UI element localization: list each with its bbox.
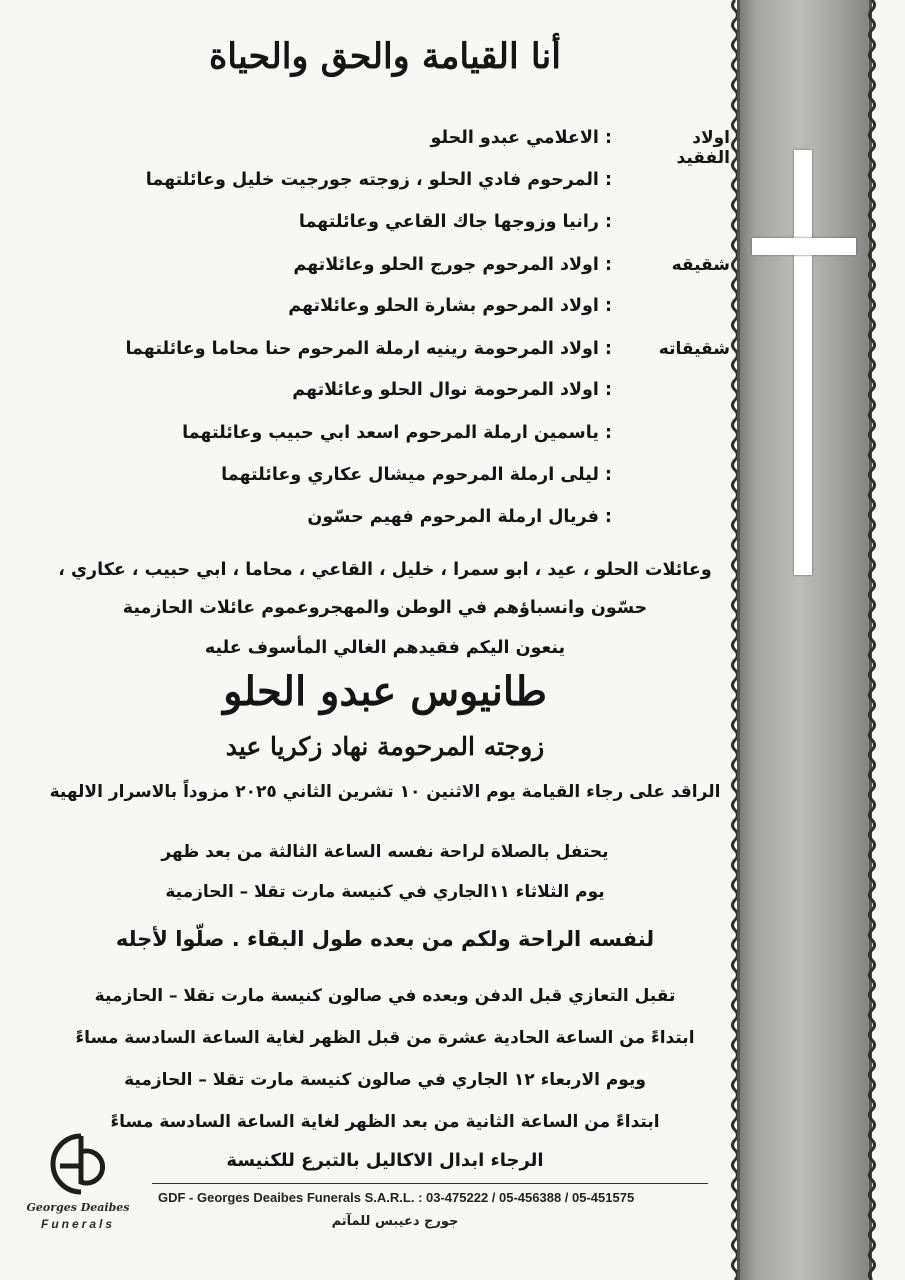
- mourner-row: [40, 296, 730, 330]
- mourner-row: [40, 423, 730, 457]
- mourner-name: : الاعلامي عبدو الحلو: [430, 128, 612, 148]
- announcement-line: ينعون اليكم فقيدهم الغالي المأسوف عليه: [204, 638, 566, 658]
- death-date-line: الراقد على رجاء القيامة يوم الاثنين ١٠ تشرين الثاني ٢٠٢٥ مزوداً بالاسرار الالهية: [49, 782, 721, 802]
- mourner-row: [40, 380, 730, 414]
- mourner-row: [40, 255, 730, 289]
- mourner-relation: شقيقاته: [658, 339, 730, 359]
- mourner-name: : اولاد المرحومة نوال الحلو وعائلاتهم: [292, 380, 612, 400]
- wife-line: زوجته المرحومة نهاد زكريا عيد: [225, 732, 545, 761]
- obituary-text-area: [40, 0, 730, 1280]
- mourner-row: [40, 507, 730, 541]
- gd-logo-icon: [38, 1128, 116, 1200]
- mourner-name: : اولاد المرحومة رينيه ارملة المرحوم حنا محاما وعائلتهما: [125, 339, 612, 359]
- mourner-relation: اولاد الفقيد: [676, 128, 730, 168]
- mourner-row: [40, 170, 730, 204]
- cross-horizontal-bar: [752, 238, 856, 255]
- condolences-line-1: تقبل التعازي قبل الدفن وبعده في صالون كنيسة مارت تقلا – الحازمية: [94, 986, 676, 1006]
- prayer-line-1: يحتفل بالصلاة لراحة نفسه الساعة الثالثة من بعد ظهر: [161, 842, 609, 862]
- cross-icon: [752, 150, 856, 575]
- families-line-2: حسّون وانسباؤهم في الوطن والمهجروعموم عائلات الحازمية: [122, 598, 648, 618]
- mourner-name: : ليلى ارملة المرحوم ميشال عكاري وعائلتهما: [221, 465, 612, 485]
- mourner-name: : ياسمين ارملة المرحوم اسعد ابي حبيب وعائلتهما: [182, 423, 612, 443]
- scripture-heading: أنا القيامة والحق والحياة: [208, 36, 562, 77]
- logo-text-line-1: Georges Deaibes: [26, 1201, 130, 1214]
- families-line-1: وعائلات الحلو ، عيد ، ابو سمرا ، خليل ، القاعي ، محاما ، ابي حبيب ، عكاري ،: [58, 560, 712, 580]
- mourner-row: [40, 212, 730, 246]
- flowers-request-line: الرجاء ابدال الاكاليل بالتبرع للكنيسة: [226, 1150, 544, 1171]
- mourner-row: [40, 465, 730, 499]
- mourner-name: : اولاد المرحوم جورج الحلو وعائلاتهم: [293, 255, 612, 275]
- mourner-row: [40, 128, 730, 168]
- mourner-name: : المرحوم فادي الحلو ، زوجته جورجيت خليل وعائلتهما: [145, 170, 612, 190]
- right-wavy-border: [866, 0, 878, 1280]
- mourner-row: [40, 339, 730, 373]
- mourner-name: : اولاد المرحوم بشارة الحلو وعائلاتهم: [288, 296, 612, 316]
- condolences-line-3: ويوم الاربعاء ١٢ الجاري في صالون كنيسة مارت تقلا – الحازمية: [124, 1070, 646, 1090]
- deceased-name: طانيوس عبدو الحلو: [223, 668, 547, 715]
- rest-prayer-line: لنفسه الراحة ولكم من بعده طول البقاء . صلّوا لأجله: [115, 927, 655, 951]
- logo-text-line-2: Funerals: [40, 1217, 115, 1231]
- mourner-name: : فريال ارملة المرحوم فهيم حسّون: [307, 507, 612, 527]
- condolences-line-2: ابتداءً من الساعة الحادية عشرة من قبل الظهر لغاية الساعة السادسة مساءً: [75, 1028, 695, 1048]
- mourner-name: : رانيا وزوجها جاك القاعي وعائلتهما: [298, 212, 612, 232]
- company-arabic-name: جورج دعيبس للمآتم: [331, 1214, 459, 1229]
- company-contact-line: GDF - Georges Deaibes Funerals S.A.R.L. : 03-475222 / 05-456388 / 05-451575: [158, 1190, 635, 1205]
- mourner-relation: شقيقه: [671, 255, 730, 275]
- gd-logo: [18, 1128, 138, 1238]
- condolences-line-4: ابتداءً من الساعة الثانية من بعد الظهر لغاية الساعة السادسة مساءً: [110, 1112, 660, 1132]
- footer-divider: [152, 1183, 708, 1184]
- cross-vertical-bar: [794, 150, 812, 575]
- prayer-line-2: يوم الثلاثاء ١١الجاري في كنيسة مارت تقلا – الحازمية: [165, 882, 605, 902]
